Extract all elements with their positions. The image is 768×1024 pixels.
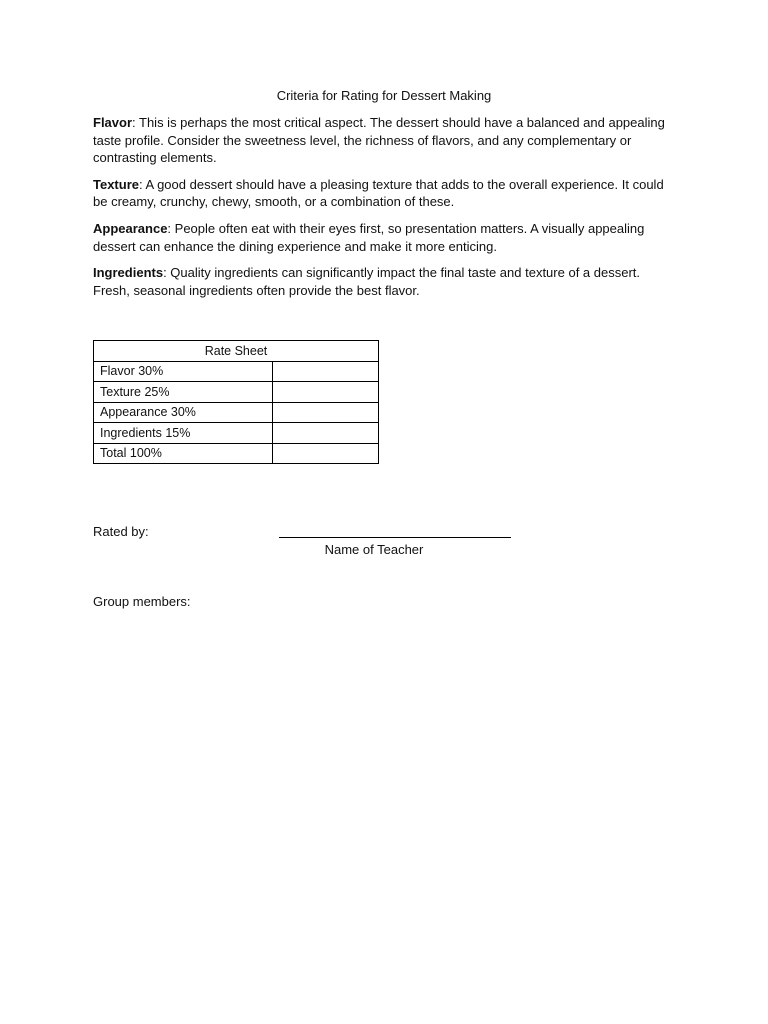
- rated-by-label: Rated by:: [93, 524, 149, 539]
- rate-score-cell[interactable]: [273, 361, 379, 382]
- rate-criterion-cell: Ingredients 15%: [94, 423, 273, 444]
- criterion-term: Flavor: [93, 115, 133, 130]
- criterion-appearance: [93, 220, 673, 255]
- rate-criterion-cell: Total 100%: [94, 443, 273, 464]
- criterion-ingredients: [93, 264, 673, 299]
- teacher-name-label: Name of Teacher: [324, 542, 424, 557]
- rate-sheet-heading: Rate Sheet: [94, 341, 379, 362]
- criterion-description: : A good dessert should have a pleasing texture that adds to the overall experience. It could be creamy, crunchy, chewy, smooth, or a combination of these.: [93, 176, 664, 210]
- criteria-section: [93, 114, 673, 308]
- criterion-texture: [93, 176, 673, 211]
- table-row: [94, 402, 379, 423]
- signature-line: [279, 537, 511, 538]
- table-row: [94, 361, 379, 382]
- criterion-description: : Quality ingredients can significantly impact the final taste and texture of a dessert. Fresh, seasonal ingredients often provide the best flavor.: [93, 265, 640, 298]
- criterion-term: Ingredients: [93, 265, 164, 281]
- rate-criterion-cell: Flavor 30%: [94, 361, 273, 382]
- table-row: [94, 443, 379, 464]
- rate-score-cell[interactable]: [273, 423, 379, 444]
- document-title: Criteria for Rating for Dessert Making: [276, 88, 492, 103]
- criterion-term: Texture: [93, 176, 139, 192]
- table-row: [94, 423, 379, 444]
- criterion-term: Appearance: [93, 220, 168, 236]
- rate-criterion-cell: Appearance 30%: [94, 402, 273, 423]
- criterion-flavor: [93, 114, 673, 167]
- rate-score-cell[interactable]: [273, 443, 379, 464]
- rate-score-cell[interactable]: [273, 402, 379, 423]
- rate-sheet-header-row: [94, 341, 379, 362]
- table-row: [94, 382, 379, 403]
- rate-sheet-table: [93, 340, 379, 464]
- group-members-label: Group members:: [93, 594, 191, 609]
- criterion-description: : This is perhaps the most critical aspect. The dessert should have a balanced and appealing taste profile. Consider the sweetness level, the richness of flavors, and any complementary or contrasting elements.: [93, 115, 665, 166]
- rate-criterion-cell: Texture 25%: [94, 382, 273, 403]
- rate-score-cell[interactable]: [273, 382, 379, 403]
- criterion-description: : People often eat with their eyes first, so presentation matters. A visually appealing dessert can enhance the dining experience and make it more enticing.: [93, 220, 645, 254]
